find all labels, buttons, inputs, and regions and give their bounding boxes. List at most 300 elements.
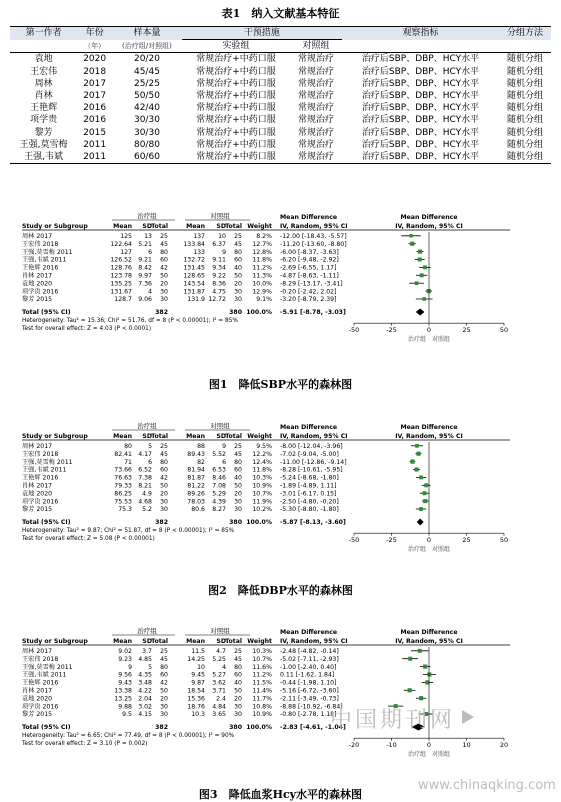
study-t-sd: 8.42 xyxy=(138,264,152,272)
col-sd: SD xyxy=(216,223,226,230)
study-c-sd: 4.75 xyxy=(212,288,226,296)
study-c-mean: 10 xyxy=(197,663,205,671)
table-cell-ctrl: 常规治疗 xyxy=(298,78,335,89)
table-cell-author: 王宏伟 xyxy=(30,66,58,77)
study-weight: 10.7% xyxy=(252,490,272,498)
study-t-sd: 5 xyxy=(148,443,152,450)
x-axis-tick-label: 0 xyxy=(426,741,432,750)
md-header: Mean Difference xyxy=(280,424,338,431)
study-c-n: 40 xyxy=(234,474,242,482)
study-t-n: 20 xyxy=(160,695,168,703)
table-cell-year: 2018 xyxy=(83,66,107,77)
study-t-n: 50 xyxy=(160,482,168,490)
table-cell-ctrl: 常规治疗 xyxy=(298,91,335,102)
th-sample: 样本量 xyxy=(112,27,182,40)
study-c-sd: 4.7 xyxy=(216,648,226,655)
study-t-mean: 127 xyxy=(120,248,132,256)
pooled-effect-diamond xyxy=(416,309,425,316)
table-cell-n: 60/60 xyxy=(112,151,182,164)
study-effect-square xyxy=(415,467,419,471)
study-ci: -1.89 [-4.89, 1.11] xyxy=(280,482,337,490)
table-row xyxy=(10,139,551,151)
study-ci: -8.28 [-10.61, -5.95] xyxy=(280,466,343,474)
table-cell-ctrl: 常规治疗 xyxy=(298,66,335,77)
favours-treatment-label: 治疗组 xyxy=(407,336,426,344)
study-name: 袁地 2020 xyxy=(22,695,53,703)
study-c-sd: 4.84 xyxy=(212,703,226,711)
study-c-mean: 9.87 xyxy=(191,679,205,687)
study-c-n: 30 xyxy=(234,711,242,719)
study-c-sd: 3.62 xyxy=(212,679,226,687)
col-md-plot-sub: IV, Random, 95% CI xyxy=(395,638,463,645)
study-c-mean: 81.94 xyxy=(187,466,205,474)
total-c-n: 380 xyxy=(229,724,242,732)
study-t-sd: 4.68 xyxy=(138,498,152,506)
th-year: 年份 xyxy=(77,27,112,40)
total-ci: -2.83 [-4.61, -1.04] xyxy=(280,724,346,732)
table-cell-author: 项学贵 xyxy=(30,115,58,126)
study-ci: -12.00 [-18.43, -5.57] xyxy=(280,233,347,240)
table-cell-ctrl: 常规治疗 xyxy=(298,115,335,126)
col-mean: Mean xyxy=(186,638,205,645)
table-cell-method: 随机分组 xyxy=(507,91,544,102)
study-weight: 10.2% xyxy=(252,506,272,514)
study-effect-square xyxy=(424,483,428,487)
study-c-mean: 89.26 xyxy=(187,490,205,498)
study-t-mean: 71 xyxy=(124,458,132,466)
study-c-sd: 5.27 xyxy=(212,671,226,679)
study-ci: -8.29 [-13.17, -3.41] xyxy=(280,280,343,288)
th-ctrl: 对照组 xyxy=(290,40,342,53)
study-weight: 10.3% xyxy=(252,474,272,482)
table-cell-n: 30/30 xyxy=(133,127,160,138)
study-weight: 11.5% xyxy=(252,679,272,687)
total-weight: 100.0% xyxy=(246,519,272,527)
col-mean: Mean xyxy=(113,638,132,645)
table-cell-ctrl: 常规治疗 xyxy=(298,127,335,138)
study-c-sd: 9 xyxy=(222,443,226,450)
table-cell-outcome: 治疗后SBP、DBP、HCY水平 xyxy=(361,139,480,150)
study-name: 王宏伟 2018 xyxy=(22,240,59,248)
col-total: Total xyxy=(151,638,168,645)
study-c-sd: 4.39 xyxy=(212,498,226,506)
study-t-n: 80 xyxy=(160,248,168,256)
study-c-mean: 143.54 xyxy=(183,280,205,288)
study-t-n: 30 xyxy=(160,703,168,711)
study-t-sd: 5.2 xyxy=(142,506,152,514)
study-c-sd: 4 xyxy=(222,663,226,671)
study-c-n: 20 xyxy=(234,280,242,288)
study-effect-square xyxy=(408,688,412,692)
study-c-n: 30 xyxy=(234,288,242,296)
study-ci: -3.01 [-6.17, 0.15] xyxy=(280,490,337,498)
total-t-n: 382 xyxy=(155,309,168,317)
study-ci: -8.88 [-10.92, -6.84] xyxy=(280,703,343,711)
study-effect-square xyxy=(423,665,427,669)
study-weight: 9.1% xyxy=(256,296,272,304)
total-t-n: 382 xyxy=(155,724,168,732)
heterogeneity-text: Heterogeneity: Tau² = 15.36; Chi² = 51.76, df = 8 (P < 0.00001); I² = 85% xyxy=(22,318,238,325)
md-header: Mean Difference xyxy=(280,214,338,221)
col-md-sub: IV, Random, 95% CI xyxy=(280,223,348,230)
table-cell-author: 王强,莫雪梅 xyxy=(19,139,68,150)
play-icon xyxy=(462,710,474,724)
study-weight: 9.5% xyxy=(256,443,272,450)
col-md-sub: IV, Random, 95% CI xyxy=(280,433,348,440)
study-c-mean: 133 xyxy=(193,248,205,256)
table-cell-outcome: 治疗后SBP、DBP、HCY水平 xyxy=(361,103,480,114)
table-cell-outcome: 治疗后SBP、DBP、HCY水平 xyxy=(361,66,480,77)
total-c-n: 380 xyxy=(229,519,242,527)
heterogeneity-text: Heterogeneity: Tau² = 6.65; Chi² = 77.49, df = 8 (P < 0.00001); I² = 90% xyxy=(22,733,235,740)
study-t-n: 25 xyxy=(160,233,168,240)
study-ci: -6.00 [-8.37, -3.63] xyxy=(280,248,339,256)
study-c-sd: 8.27 xyxy=(212,506,226,514)
study-name: 黎芳 2015 xyxy=(22,711,53,719)
study-effect-square xyxy=(420,273,424,277)
study-ci: -7.02 [-9.04, -5.00] xyxy=(280,450,339,458)
study-c-n: 25 xyxy=(234,443,242,450)
study-weight: 12.8% xyxy=(252,248,272,256)
table-cell-exp: 常规治疗+中药口服 xyxy=(196,66,276,77)
study-t-mean: 86.25 xyxy=(114,490,132,498)
study-t-sd: 3.7 xyxy=(142,648,152,655)
table-cell-outcome: 治疗后SBP、DBP、HCY水平 xyxy=(342,151,499,164)
col-sd: SD xyxy=(216,433,226,440)
table-cell-exp: 常规治疗+中药口服 xyxy=(196,54,276,65)
col-weight: Weight xyxy=(247,433,272,440)
table-cell-n: 25/25 xyxy=(133,78,160,89)
table1-title: 表1 纳入文献基本特征 xyxy=(221,7,340,20)
study-t-sd: 6.52 xyxy=(138,466,152,474)
study-ci: -6.20 [-9.48, -2.92] xyxy=(280,256,339,264)
total-label: Total (95% CI) xyxy=(22,309,71,317)
table-cell-exp: 常规治疗+中药口服 xyxy=(196,78,276,89)
study-t-n: 45 xyxy=(160,450,168,458)
forest-plot-hcy xyxy=(0,623,561,783)
study-t-n: 30 xyxy=(160,498,168,506)
overall-effect-text: Test for overall effect: Z = 5.08 (P < 0.00001) xyxy=(22,536,155,543)
x-axis-tick-label: 20 xyxy=(499,741,509,750)
x-axis-tick-label: 50 xyxy=(499,536,509,545)
study-name: 王强,韦斌 2011 xyxy=(22,466,67,474)
study-t-mean: 80 xyxy=(124,443,132,450)
study-name: 王宏伟 2018 xyxy=(22,655,59,663)
study-weight: 10.3% xyxy=(252,648,272,655)
favours-control-label: 对照组 xyxy=(432,336,451,344)
study-name: 项学贵 2016 xyxy=(22,703,59,711)
study-effect-square xyxy=(408,657,412,661)
study-c-n: 45 xyxy=(234,240,242,248)
study-t-n: 30 xyxy=(160,711,168,719)
study-name: 王强,韦斌 2011 xyxy=(22,671,67,679)
th-method: 分组方法 xyxy=(499,27,551,40)
col-md-sub: IV, Random, 95% CI xyxy=(280,638,348,645)
study-ci: -2.69 [-6.55, 1.17] xyxy=(280,264,337,272)
table-cell-year: 2015 xyxy=(83,127,107,138)
study-name: 肖林 2017 xyxy=(22,482,53,490)
study-t-n: 60 xyxy=(160,256,168,264)
study-c-sd: 8.46 xyxy=(212,474,226,482)
th-exp: 实验组 xyxy=(182,40,290,53)
study-t-mean: 9.02 xyxy=(118,648,132,655)
favours-treatment-label: 治疗组 xyxy=(407,546,426,554)
col-sd: SD xyxy=(142,223,152,230)
study-t-mean: 79.33 xyxy=(114,482,132,490)
table-cell-n: 30/30 xyxy=(133,115,160,126)
study-name: 王艳辉 2016 xyxy=(22,679,59,687)
study-t-mean: 9.5 xyxy=(122,711,132,719)
study-t-n: 30 xyxy=(160,288,168,296)
table-cell-exp: 常规治疗+中药口服 xyxy=(196,91,276,102)
study-effect-square xyxy=(423,491,427,495)
x-axis-tick-label: -20 xyxy=(348,741,360,750)
study-c-mean: 9.45 xyxy=(191,671,205,679)
study-t-sd: 4.22 xyxy=(138,687,152,695)
study-t-sd: 9.21 xyxy=(138,256,152,264)
study-weight: 8.2% xyxy=(256,233,272,240)
study-effect-square xyxy=(419,696,423,700)
table-cell-n: 45/45 xyxy=(133,66,160,77)
watermark-logo: 中国期刊网 xyxy=(330,708,456,733)
table-cell-n: 20/20 xyxy=(133,54,160,65)
total-label: Total (95% CI) xyxy=(22,724,71,732)
col-total: Total xyxy=(225,638,242,645)
study-weight: 10.9% xyxy=(252,711,272,719)
col-mean: Mean xyxy=(113,433,132,440)
study-t-sd: 2.04 xyxy=(138,695,152,703)
study-ci: -4.87 [-8.63, -1.11] xyxy=(280,272,339,280)
study-c-sd: 6 xyxy=(222,458,226,466)
table-cell-outcome: 治疗后SBP、DBP、HCY水平 xyxy=(361,115,480,126)
x-axis-tick-label: -25 xyxy=(386,536,397,545)
study-c-n: 40 xyxy=(234,679,242,687)
study-c-mean: 131.9 xyxy=(187,296,205,304)
table-cell-method: 随机分组 xyxy=(507,54,544,65)
study-c-mean: 132.72 xyxy=(183,256,205,264)
study-t-mean: 125 xyxy=(120,233,132,240)
col-weight: Weight xyxy=(247,638,272,645)
study-t-n: 45 xyxy=(160,240,168,248)
study-weight: 12.7% xyxy=(252,240,272,248)
table1 xyxy=(10,26,551,164)
total-c-n: 380 xyxy=(229,309,242,317)
col-study: Study or Subgroup xyxy=(22,433,88,440)
col-total: Total xyxy=(225,223,242,230)
table-cell-author: 王艳辉 xyxy=(30,103,58,114)
study-name: 周林 2017 xyxy=(22,443,53,450)
total-label: Total (95% CI) xyxy=(22,519,71,527)
study-c-mean: 88 xyxy=(197,443,205,450)
study-t-mean: 75.3 xyxy=(118,506,132,514)
study-effect-square xyxy=(409,234,412,237)
treat-group-header: 治疗组 xyxy=(137,627,157,635)
study-t-sd: 4.85 xyxy=(138,655,152,663)
total-ci: -5.87 [-8.13, -3.60] xyxy=(280,519,346,527)
study-weight: 11.7% xyxy=(252,695,272,703)
study-name: 王强,莫雪梅 2011 xyxy=(22,458,73,466)
table-row xyxy=(10,66,551,78)
study-effect-square xyxy=(423,265,427,269)
study-c-sd: 6.53 xyxy=(212,466,226,474)
study-t-n: 50 xyxy=(160,272,168,280)
study-t-n: 45 xyxy=(160,655,168,663)
study-t-mean: 9.88 xyxy=(118,703,132,711)
study-c-mean: 89.43 xyxy=(187,450,205,458)
study-c-sd: 6.37 xyxy=(212,240,226,248)
study-t-sd: 7.38 xyxy=(138,474,152,482)
x-axis-tick-label: -25 xyxy=(386,326,397,335)
col-sd: SD xyxy=(142,638,152,645)
study-c-n: 50 xyxy=(234,482,242,490)
study-c-n: 50 xyxy=(234,272,242,280)
study-t-n: 60 xyxy=(160,671,168,679)
study-ci: -1.00 [-2.40, 0.40] xyxy=(280,663,337,671)
study-name: 项学贵 2016 xyxy=(22,288,59,296)
x-axis-tick-label: 25 xyxy=(462,326,471,335)
study-name: 王艳辉 2016 xyxy=(22,264,59,272)
x-axis-tick-label: 25 xyxy=(462,536,471,545)
study-c-n: 45 xyxy=(234,655,242,663)
col-total: Total xyxy=(225,433,242,440)
table-cell-exp: 常规治疗+中药口服 xyxy=(196,127,276,138)
x-axis-tick-label: -50 xyxy=(348,326,360,335)
table-cell-ctrl: 常规治疗 xyxy=(298,54,335,65)
study-c-mean: 18.54 xyxy=(187,687,205,695)
study-name: 黎芳 2015 xyxy=(22,296,53,304)
x-axis-tick-label: 10 xyxy=(462,741,471,750)
col-mean: Mean xyxy=(186,433,205,440)
study-t-sd: 6 xyxy=(148,458,152,466)
x-axis-tick-label: 0 xyxy=(426,536,432,545)
study-effect-square xyxy=(422,297,426,301)
study-c-mean: 131.45 xyxy=(183,264,205,272)
col-sd: SD xyxy=(142,433,152,440)
study-c-mean: 128.65 xyxy=(183,272,205,280)
study-c-n: 80 xyxy=(234,248,242,256)
col-md-plot-sub: IV, Random, 95% CI xyxy=(395,433,463,440)
study-weight: 10.0% xyxy=(252,280,272,288)
study-c-mean: 81.22 xyxy=(187,482,205,490)
study-ci: -2.50 [-4.80, -0.20] xyxy=(280,498,339,506)
study-c-mean: 81.87 xyxy=(187,474,205,482)
study-weight: 11.3% xyxy=(252,272,272,280)
study-t-n: 50 xyxy=(160,687,168,695)
study-effect-square xyxy=(415,444,419,448)
col-md-plot-sub: IV, Random, 95% CI xyxy=(395,223,463,230)
study-t-mean: 122.64 xyxy=(110,240,132,248)
forest-plot-dbp xyxy=(0,418,561,578)
study-name: 王宏伟 2018 xyxy=(22,450,59,458)
study-t-mean: 9 xyxy=(128,663,132,671)
col-total: Total xyxy=(151,433,168,440)
study-t-mean: 128.76 xyxy=(110,264,132,272)
table-row xyxy=(10,78,551,90)
ctrl-group-header: 对照组 xyxy=(210,627,230,635)
study-t-n: 20 xyxy=(160,490,168,498)
study-c-mean: 80.6 xyxy=(191,506,205,514)
study-c-n: 80 xyxy=(234,458,242,466)
study-name: 王强,莫雪梅 2011 xyxy=(22,248,73,256)
study-t-mean: 13.38 xyxy=(114,687,132,695)
study-t-n: 30 xyxy=(160,296,168,304)
favours-control-label: 对照组 xyxy=(432,546,451,554)
study-t-mean: 126.52 xyxy=(110,256,132,264)
study-ci: -11.00 [-12.86, -9.14] xyxy=(280,458,347,466)
figure3-caption: 图3 降低血浆Hcy水平的森林图 xyxy=(198,788,363,801)
table-cell-ctrl: 常规治疗 xyxy=(298,103,335,114)
study-c-mean: 82 xyxy=(197,458,205,466)
study-effect-square xyxy=(419,507,423,511)
study-t-sd: 3.02 xyxy=(138,703,152,711)
study-effect-square xyxy=(416,452,420,456)
th-year-unit: （年） xyxy=(77,40,112,53)
study-c-n: 30 xyxy=(234,506,242,514)
table-cell-exp: 常规治疗+中药口服 xyxy=(196,139,276,150)
table-cell-ctrl: 常规治疗 xyxy=(298,139,335,150)
study-ci: -5.16 [-6.72, -3.60] xyxy=(280,687,339,695)
table-cell-year: 2017 xyxy=(83,91,107,102)
th-author: 第一作者 xyxy=(10,27,77,40)
overall-effect-text: Test for overall effect: Z = 3.10 (P = 0.002) xyxy=(22,741,148,748)
favours-control-label: 对照组 xyxy=(432,751,451,759)
study-ci: -8.00 [-12.04, -3.96] xyxy=(280,443,343,450)
study-name: 王强,莫雪梅 2011 xyxy=(22,663,73,671)
study-c-sd: 9.22 xyxy=(212,272,226,280)
study-weight: 11.2% xyxy=(252,264,272,272)
study-ci: -2.48 [-4.82, -0.14] xyxy=(280,648,339,655)
study-t-mean: 123.78 xyxy=(110,272,132,280)
study-t-sd: 9.97 xyxy=(138,272,152,280)
study-ci: -0.44 [-1.98, 1.10] xyxy=(280,679,337,687)
study-t-sd: 9.06 xyxy=(138,296,152,304)
study-c-mean: 78.03 xyxy=(187,498,205,506)
study-t-mean: 76.63 xyxy=(114,474,132,482)
study-c-n: 20 xyxy=(234,695,242,703)
study-c-n: 50 xyxy=(234,687,242,695)
study-c-sd: 10 xyxy=(218,233,226,240)
table-cell-author: 肖林 xyxy=(34,91,53,102)
table-row xyxy=(10,127,551,139)
table-cell-exp: 常规治疗+中药口服 xyxy=(196,115,276,126)
md-header: Mean Difference xyxy=(280,629,338,636)
study-weight: 11.8% xyxy=(252,466,272,474)
study-c-n: 60 xyxy=(234,466,242,474)
study-t-sd: 4 xyxy=(148,288,152,296)
figure2-caption: 图2 降低DBP水平的森林图 xyxy=(208,584,353,597)
study-name: 黎芳 2015 xyxy=(22,506,53,514)
study-t-sd: 5.21 xyxy=(138,240,152,248)
table-cell-outcome: 治疗后SBP、DBP、HCY水平 xyxy=(361,54,480,65)
table-cell-n: 50/50 xyxy=(133,91,160,102)
study-c-sd: 7.08 xyxy=(212,482,226,490)
table-cell-n: 80/80 xyxy=(133,139,160,150)
study-c-mean: 14.25 xyxy=(187,655,205,663)
table-cell-year: 2016 xyxy=(83,115,107,126)
study-ci: -5.24 [-8.68, -1.80] xyxy=(280,474,339,482)
study-t-sd: 5 xyxy=(148,663,152,671)
study-c-mean: 133.84 xyxy=(183,240,205,248)
study-c-n: 60 xyxy=(234,256,242,264)
study-c-mean: 10.3 xyxy=(191,711,205,719)
study-t-mean: 13.25 xyxy=(114,695,132,703)
study-c-n: 30 xyxy=(234,703,242,711)
study-t-sd: 3.48 xyxy=(138,679,152,687)
study-t-n: 20 xyxy=(160,280,168,288)
study-weight: 12.2% xyxy=(252,450,272,458)
study-c-sd: 2.4 xyxy=(216,695,226,703)
study-t-mean: 82.41 xyxy=(114,450,132,458)
